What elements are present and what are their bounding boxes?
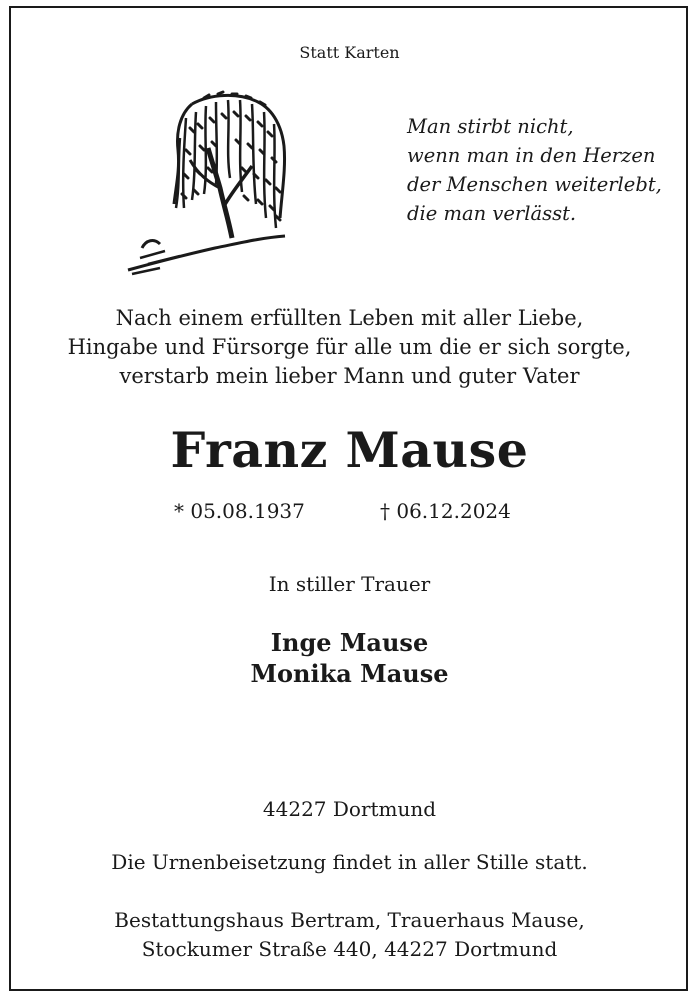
quote-line: der Menschen weiterlebt,	[407, 173, 662, 196]
funeral-home-line: Stockumer Straße 440, 44227 Dortmund	[141, 937, 558, 961]
mourner-name: Inge Mause	[270, 628, 429, 657]
intro-line: verstarb mein lieber Mann und guter Vater	[119, 364, 580, 388]
quote-line: die man verlässt.	[407, 202, 577, 225]
intro-line: Nach einem erfüllten Leben mit aller Liebe,	[115, 306, 584, 330]
weeping-willow-icon	[120, 88, 320, 278]
birth-date: * 05.08.1937	[174, 499, 305, 523]
quote-line: wenn man in den Herzen	[407, 144, 656, 167]
death-date: † 06.12.2024	[380, 499, 511, 523]
mourning-label: In stiller Trauer	[268, 572, 431, 596]
city-line: 44227 Dortmund	[262, 797, 437, 821]
mourner-names	[0, 627, 699, 689]
funeral-home-address	[0, 906, 699, 964]
burial-note: Die Urnenbeisetzung findet in aller Stille statt.	[111, 850, 588, 874]
statt-karten-label: Statt Karten	[299, 43, 400, 62]
intro-text	[0, 304, 699, 391]
quote-block	[407, 112, 662, 228]
deceased-name: Franz Mause	[170, 421, 529, 479]
intro-line: Hingabe und Fürsorge für alle um die er sich sorgte,	[67, 335, 632, 359]
mourner-name: Monika Mause	[250, 659, 449, 688]
funeral-home-line: Bestattungshaus Bertram, Trauerhaus Mause,	[114, 908, 585, 932]
quote-line: Man stirbt nicht,	[407, 115, 574, 138]
